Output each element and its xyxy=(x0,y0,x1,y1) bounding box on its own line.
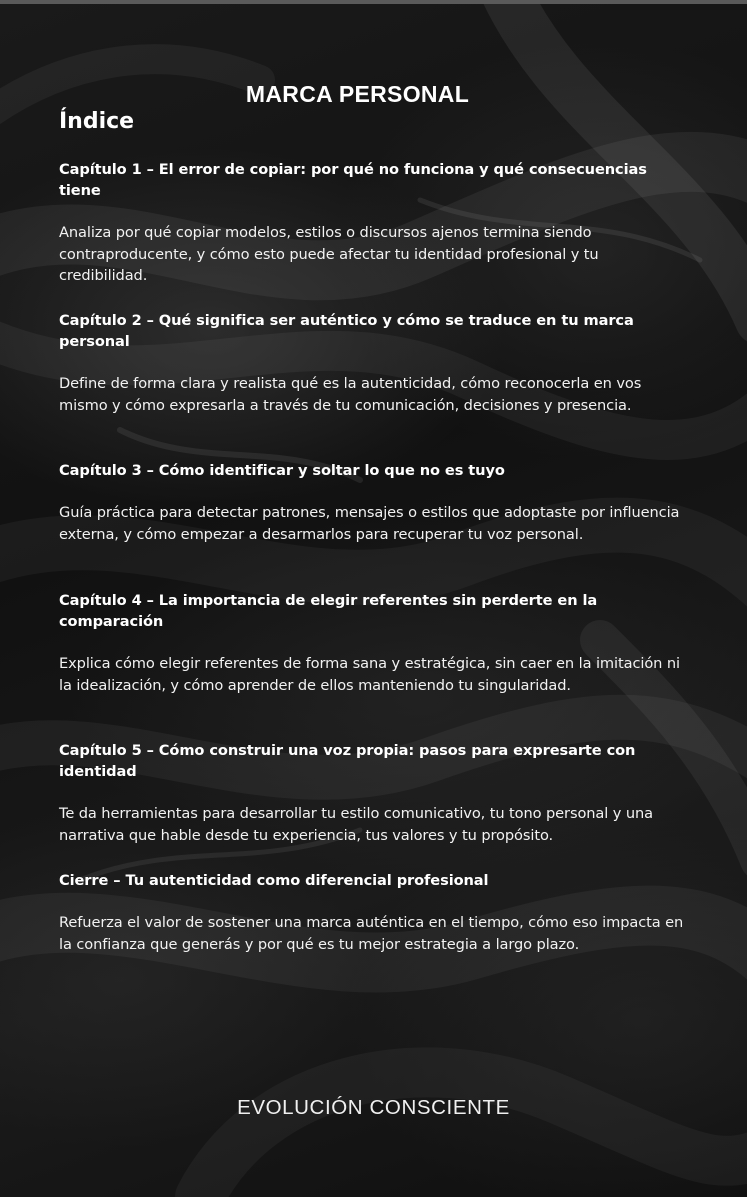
chapter-description: Te da herramientas para desarrollar tu estilo comunicativo, tu tono personal y una narrativa que hable desde tu experiencia, tus valores y tu propósito. xyxy=(59,805,653,844)
top-border xyxy=(0,0,747,4)
chapter-description: Analiza por qué copiar modelos, estilos o discursos ajenos termina siendo contraproducente, y cómo esto puede afectar tu identidad profesional y tu credibilidad. xyxy=(59,224,599,284)
footer-brand: EVOLUCIÓN CONSCIENTE xyxy=(237,1096,510,1119)
chapter-item xyxy=(59,870,684,955)
chapter-item xyxy=(59,590,684,696)
chapter-description: Define de forma clara y realista qué es la autenticidad, cómo reconocerla en vos mismo y cómo expresarla a través de tu comunicación, decisiones y presencia. xyxy=(59,375,642,414)
chapter-title: Capítulo 2 – Qué significa ser auténtico y cómo se traduce en tu marca personal xyxy=(59,312,634,350)
chapter-description: Explica cómo elegir referentes de forma sana y estratégica, sin caer en la imitación ni la idealización, y cómo aprender de ellos manteniendo tu singularidad. xyxy=(59,655,680,694)
chapter-title: Cierre – Tu autenticidad como diferencial profesional xyxy=(59,872,489,889)
chapter-title: Capítulo 4 – La importancia de elegir referentes sin perderte en la comparación xyxy=(59,592,598,630)
index-heading: Índice xyxy=(59,109,135,134)
chapter-item xyxy=(59,310,684,416)
chapter-title: Capítulo 3 – Cómo identificar y soltar lo que no es tuyo xyxy=(59,462,505,479)
chapter-description: Refuerza el valor de sostener una marca auténtica en el tiempo, cómo eso impacta en la confianza que generás y por qué es tu mejor estrategia a largo plazo. xyxy=(59,914,684,953)
chapter-item xyxy=(59,460,684,545)
chapter-description: Guía práctica para detectar patrones, mensajes o estilos que adoptaste por influencia externa, y cómo empezar a desarmarlos para recuperar tu voz personal. xyxy=(59,504,680,543)
chapter-item xyxy=(59,159,684,287)
chapter-title: Capítulo 1 – El error de copiar: por qué no funciona y qué consecuencias tiene xyxy=(59,161,647,199)
document-title: MARCA PERSONAL xyxy=(245,81,470,107)
chapter-item xyxy=(59,740,684,846)
chapter-title: Capítulo 5 – Cómo construir una voz propia: pasos para expresarte con identidad xyxy=(59,742,636,780)
